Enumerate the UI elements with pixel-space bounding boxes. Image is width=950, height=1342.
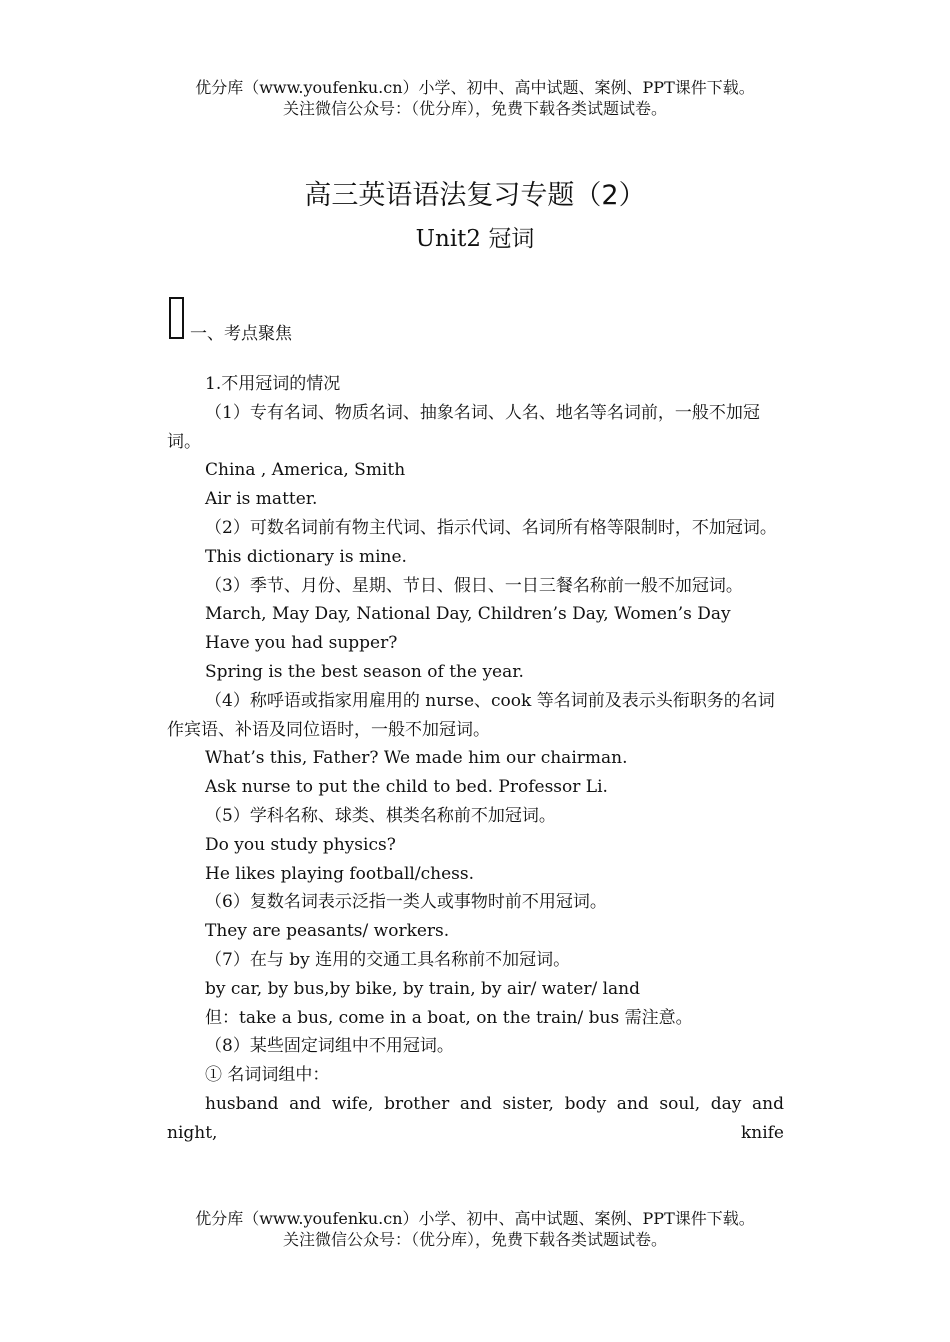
page-header [0, 77, 950, 119]
body-paragraph: （1）专有名词、物质名词、抽象名词、人名、地名等名词前，一般不加冠词。 [167, 402, 760, 452]
footer-line-2: 关注微信公众号：（优分库），免费下载各类试题试卷。 [282, 1230, 667, 1249]
body-line: Air is matter. [205, 489, 318, 510]
document-subtitle: Unit2 冠词 [415, 226, 535, 252]
body-line: 1.不用冠词的情况 [205, 374, 341, 394]
body-line: They are peasants/ workers. [205, 921, 450, 942]
body-line: This dictionary is mine. [205, 546, 407, 567]
body-line: China , America, Smith [205, 460, 406, 481]
body-line: What’s this, Father? We made him our chairman. [205, 748, 628, 769]
document-body [167, 370, 784, 1148]
header-line-2: 关注微信公众号：（优分库），免费下载各类试题试卷。 [282, 99, 667, 118]
body-line: （6）复数名词表示泛指一类人或事物时前不用冠词。 [205, 892, 607, 913]
body-line: by car, by bus,by bike, by train, by air/ water/ land [205, 978, 640, 999]
body-line: ① 名词词组中： [205, 1065, 330, 1086]
header-line-1: 优分库（www.youfenku.cn）小学、初中、高中试题、案例、PPT课件下载。 [195, 78, 755, 97]
body-line: （5）学科名称、球类、棋类名称前不加冠词。 [205, 805, 556, 826]
document-title: 高三英语语法复习专题（2） [304, 180, 646, 211]
body-line: March, May Day, National Day, Children’s Day, Women’s Day [205, 604, 731, 625]
body-line: He likes playing football/chess. [205, 863, 474, 884]
footer-line-1: 优分库（www.youfenku.cn）小学、初中、高中试题、案例、PPT课件下载。 [195, 1209, 755, 1228]
body-line: （7）在与 by 连用的交通工具名称前不加冠词。 [205, 949, 571, 970]
placeholder-box-icon [169, 297, 184, 339]
body-paragraph: （2）可数名词前有物主代词、指示代词、名词所有格等限制时，不加冠词。 [205, 517, 777, 538]
body-line: （8）某些固定词组中不用冠词。 [205, 1036, 454, 1057]
body-paragraph: （4）称呼语或指家用雇用的 nurse、cook 等名词前及表示头衔职务的名词作宾语、补语及同位语时，一般不加冠词。 [167, 690, 775, 740]
body-line: Have you had supper? [205, 633, 398, 654]
section-heading: 一、考点聚焦 [190, 324, 292, 344]
body-line: Do you study physics? [205, 834, 396, 855]
body-paragraph: （3）季节、月份、星期、节日、假日、一日三餐名称前一般不加冠词。 [205, 575, 743, 596]
page-footer [0, 1208, 950, 1250]
body-line: Spring is the best season of the year. [205, 661, 524, 682]
body-line: husband and wife, brother and sister, body and soul, day and night, knife [167, 1093, 784, 1143]
body-line: Ask nurse to put the child to bed. Professor Li. [205, 777, 608, 798]
body-line: 但：take a bus, come in a boat, on the train/ bus 需注意。 [205, 1007, 693, 1028]
